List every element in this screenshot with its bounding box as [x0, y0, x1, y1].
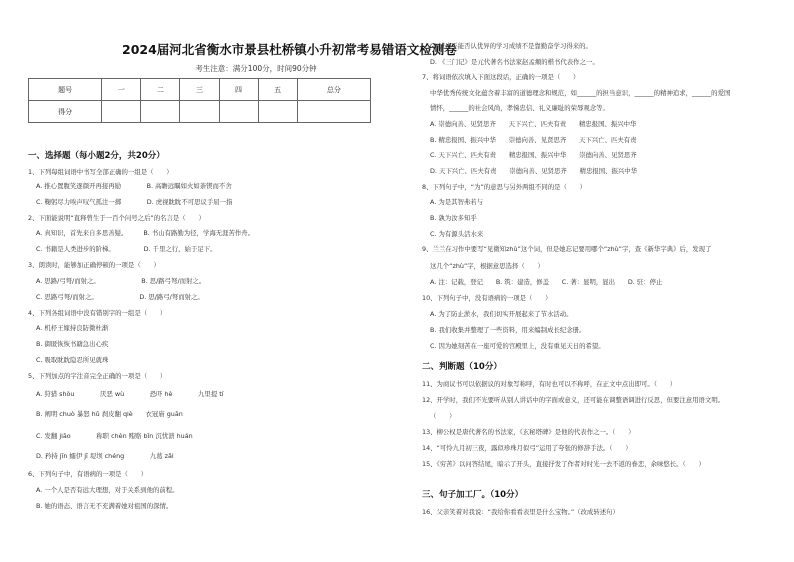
option-line: A. 一个人是否有远大理想，对于关系到他的前程。	[36, 486, 179, 494]
option-line: B. 精忠报国、振兴中华 崇德向善、见贤思齐 天下兴亡、匹夫有责	[430, 136, 637, 144]
option-line: C. 书籍是人类进步的阶梯。 D. 千里之行，始于足下。	[36, 245, 217, 253]
option-line: C. 因为她刻苦在一座可爱的宫殿里上，没有重见天日的希望。	[430, 342, 605, 350]
judge-line: 15、《穷苦》以问答结尾，暗示了开头，直接抒发了作者对时光一去不返的眷恋，余味悠长。（ ）	[422, 460, 705, 468]
score-cell[interactable]	[102, 101, 141, 123]
question-line: 9、兰兰在习作中要写“见微知zhù”这个词，但是她忘记要用哪个“zhù”字，查《新华字典》后，发现了	[422, 245, 712, 253]
question-line: 2、下面能说明“直释曾生于一百个问号之后”的名言是（ ）	[28, 214, 205, 222]
section-choice-heading: 一、选择题（每小题2分，共20分）	[28, 151, 165, 161]
option-line: B. 御匿恢恢书籍急出心疾	[36, 340, 109, 348]
option-line: C. 发翻 jiāo 称职 chèn 贿赂 bǐn 沉忧溃 huán	[36, 432, 193, 440]
score-cell[interactable]	[297, 101, 370, 123]
score-header-cell: 四	[219, 79, 258, 101]
option-line: A. 机杼王嫁持良防微杜渐	[36, 324, 109, 332]
option-line: C. 为有源头活水来	[430, 230, 484, 238]
section-sentence-heading: 三、句子加工厂。（10分）	[422, 490, 524, 500]
question-line: 10、下列句子中，没有语病的一项是（ ）	[422, 294, 552, 302]
option-line: C. 诚也不能否认优异的学习成绩不是靠勤奋学习得来的。	[430, 42, 592, 50]
score-table-row	[29, 101, 371, 123]
option-line: D. 天下兴亡、匹夫有责 崇德向善、见贤思齐 精忠报国、振兴中华	[430, 167, 638, 175]
option-line: B. 她的语态、语言无不充满着她对祖国的深情。	[36, 502, 173, 510]
question-line: 4、下列各组词语中没有错别字的一组是（ ）	[28, 309, 167, 317]
option-line: C. 天下兴亡、匹夫有责 精忠报国、振兴中华 崇德向善、见贤思齐	[430, 151, 637, 159]
judge-line: （ ）	[430, 412, 456, 420]
score-cell[interactable]	[141, 101, 180, 123]
score-header-cell: 二	[141, 79, 180, 101]
score-header-cell: 题号	[29, 79, 102, 101]
score-table	[28, 78, 371, 123]
question-line: 3、朗读时，能够加正确停顿的一项是（ ）	[28, 261, 160, 269]
option-line: C. 思路弓弩/而射之。 D. 思/路弓/弩而射之。	[36, 293, 204, 301]
passage-line: 情怀，______的社会风尚，孝悌忠信、礼义廉耻的荣辱观念等。	[430, 104, 609, 112]
option-line: B. 我们收集并整理了一些资料，用来编制成长纪念册。	[430, 326, 586, 334]
option-line: A. 为了防止淤水，我们切实开展起来了节水活动。	[430, 310, 573, 318]
judge-line: 14、“可怜九月初三夜，露似珍珠月似弓”运用了夸张的修辞手法。（ ）	[422, 444, 632, 452]
option-line: B. 孰为汝多知乎	[430, 214, 477, 222]
option-line: A. 崇德向善、见贤思齐 天下兴亡、匹夫有责 精忠报国、振兴中华	[430, 120, 637, 128]
question-line: 8、下列句子中，“为”的意思与另外两组不同的是（ ）	[422, 183, 587, 191]
score-cell[interactable]	[258, 101, 297, 123]
score-header-cell: 一	[102, 79, 141, 101]
section-judge-heading: 二、判断题（10分）	[422, 362, 502, 372]
page-title: 2024届河北省衡水市景县杜桥镇小升初常考易错语文检测卷	[122, 42, 457, 57]
option-line: C. 鞠躬尽力唉声叹气孤注一掷 D. 虎视眈眈不可思议手屈一指	[36, 198, 233, 206]
option-line: A. 思路/弓弩/而射之。 B. 思/路弓弩/而射之。	[36, 277, 206, 285]
question-line: 16、父亲笑着对我说：“我给你看看表里是什么宝物。”（改成转述句）	[422, 508, 619, 516]
question-line: 6、下列句子中，有语病的一项是（ ）	[28, 470, 148, 478]
exam-notice: 考生注意：满分100分，时间90分钟	[195, 64, 317, 73]
judge-line: 12、开学时，我们不光要听从别人讲话中的字面或意义，还可能在调整语调进行反思，但要注意用语文明。	[422, 396, 725, 404]
option-line: A. 为是其智弗若与	[430, 198, 484, 206]
option-line: B. 阐明 chuò 暴怒 hǔ 刹皮翻 qiè 衣冠庙 guān	[36, 410, 183, 418]
option-line: A. 真知识，首先来自多思善疑。 B. 书山有路勤为径，学海无涯苦作舟。	[36, 229, 255, 237]
passage-line: 这几个“zhù”字，根据意思选择（ ）	[430, 262, 544, 270]
question-line: 7、将词语依次填入下面这段话，正确的一项是（ ）	[422, 73, 580, 81]
score-row-label: 得分	[29, 101, 102, 123]
score-table-header-row	[29, 79, 371, 101]
judge-line: 11、为商议书可以依据议的对象写称呼，有时也可以不称呼，在正文中点出即可。（ ）	[422, 380, 677, 388]
question-line: 1、下列每组词语中书写全部正确的一组是（ ）	[28, 168, 173, 176]
option-line: D. 《三门记》是元代著名书法家赵孟頫的楷书代表作之一。	[430, 58, 599, 66]
score-header-cell: 五	[258, 79, 297, 101]
score-header-cell: 三	[180, 79, 219, 101]
question-line: 5、下列加点的字注音完全正确的一项是（ ）	[28, 372, 167, 380]
option-line: C. 吸取眈眈隐忍所见就珠	[36, 356, 109, 364]
judge-line: 13、柳公权是唐代著名的书法家，《玄秘塔碑》是他的代表作之一。（ ）	[422, 428, 635, 436]
option-line: A. 狩猎 shòu 厌恶 wù 恐吓 hè 九里提 tí	[36, 390, 224, 398]
passage-line: 中华优秀传统文化蕴含着丰富的道德理念和规范，如______的担当意识，______的精神追求，______的爱国	[430, 89, 731, 97]
score-header-cell: 总分	[297, 79, 370, 101]
score-cell[interactable]	[219, 101, 258, 123]
option-line: A. 推心置腹笑逐颜开再接再励 B. 高瞻远瞩如火如荼锲而不舍	[36, 182, 232, 190]
score-cell[interactable]	[180, 101, 219, 123]
option-line: A. 注：记载，登记 B. 筑：建造，修盖 C. 著：显明，显出 D. 驻：停止	[430, 278, 663, 286]
option-line: D. 矜持 jīn 蠕伊 jī 堤坝 chéng 九葛 zǎi	[36, 452, 174, 460]
